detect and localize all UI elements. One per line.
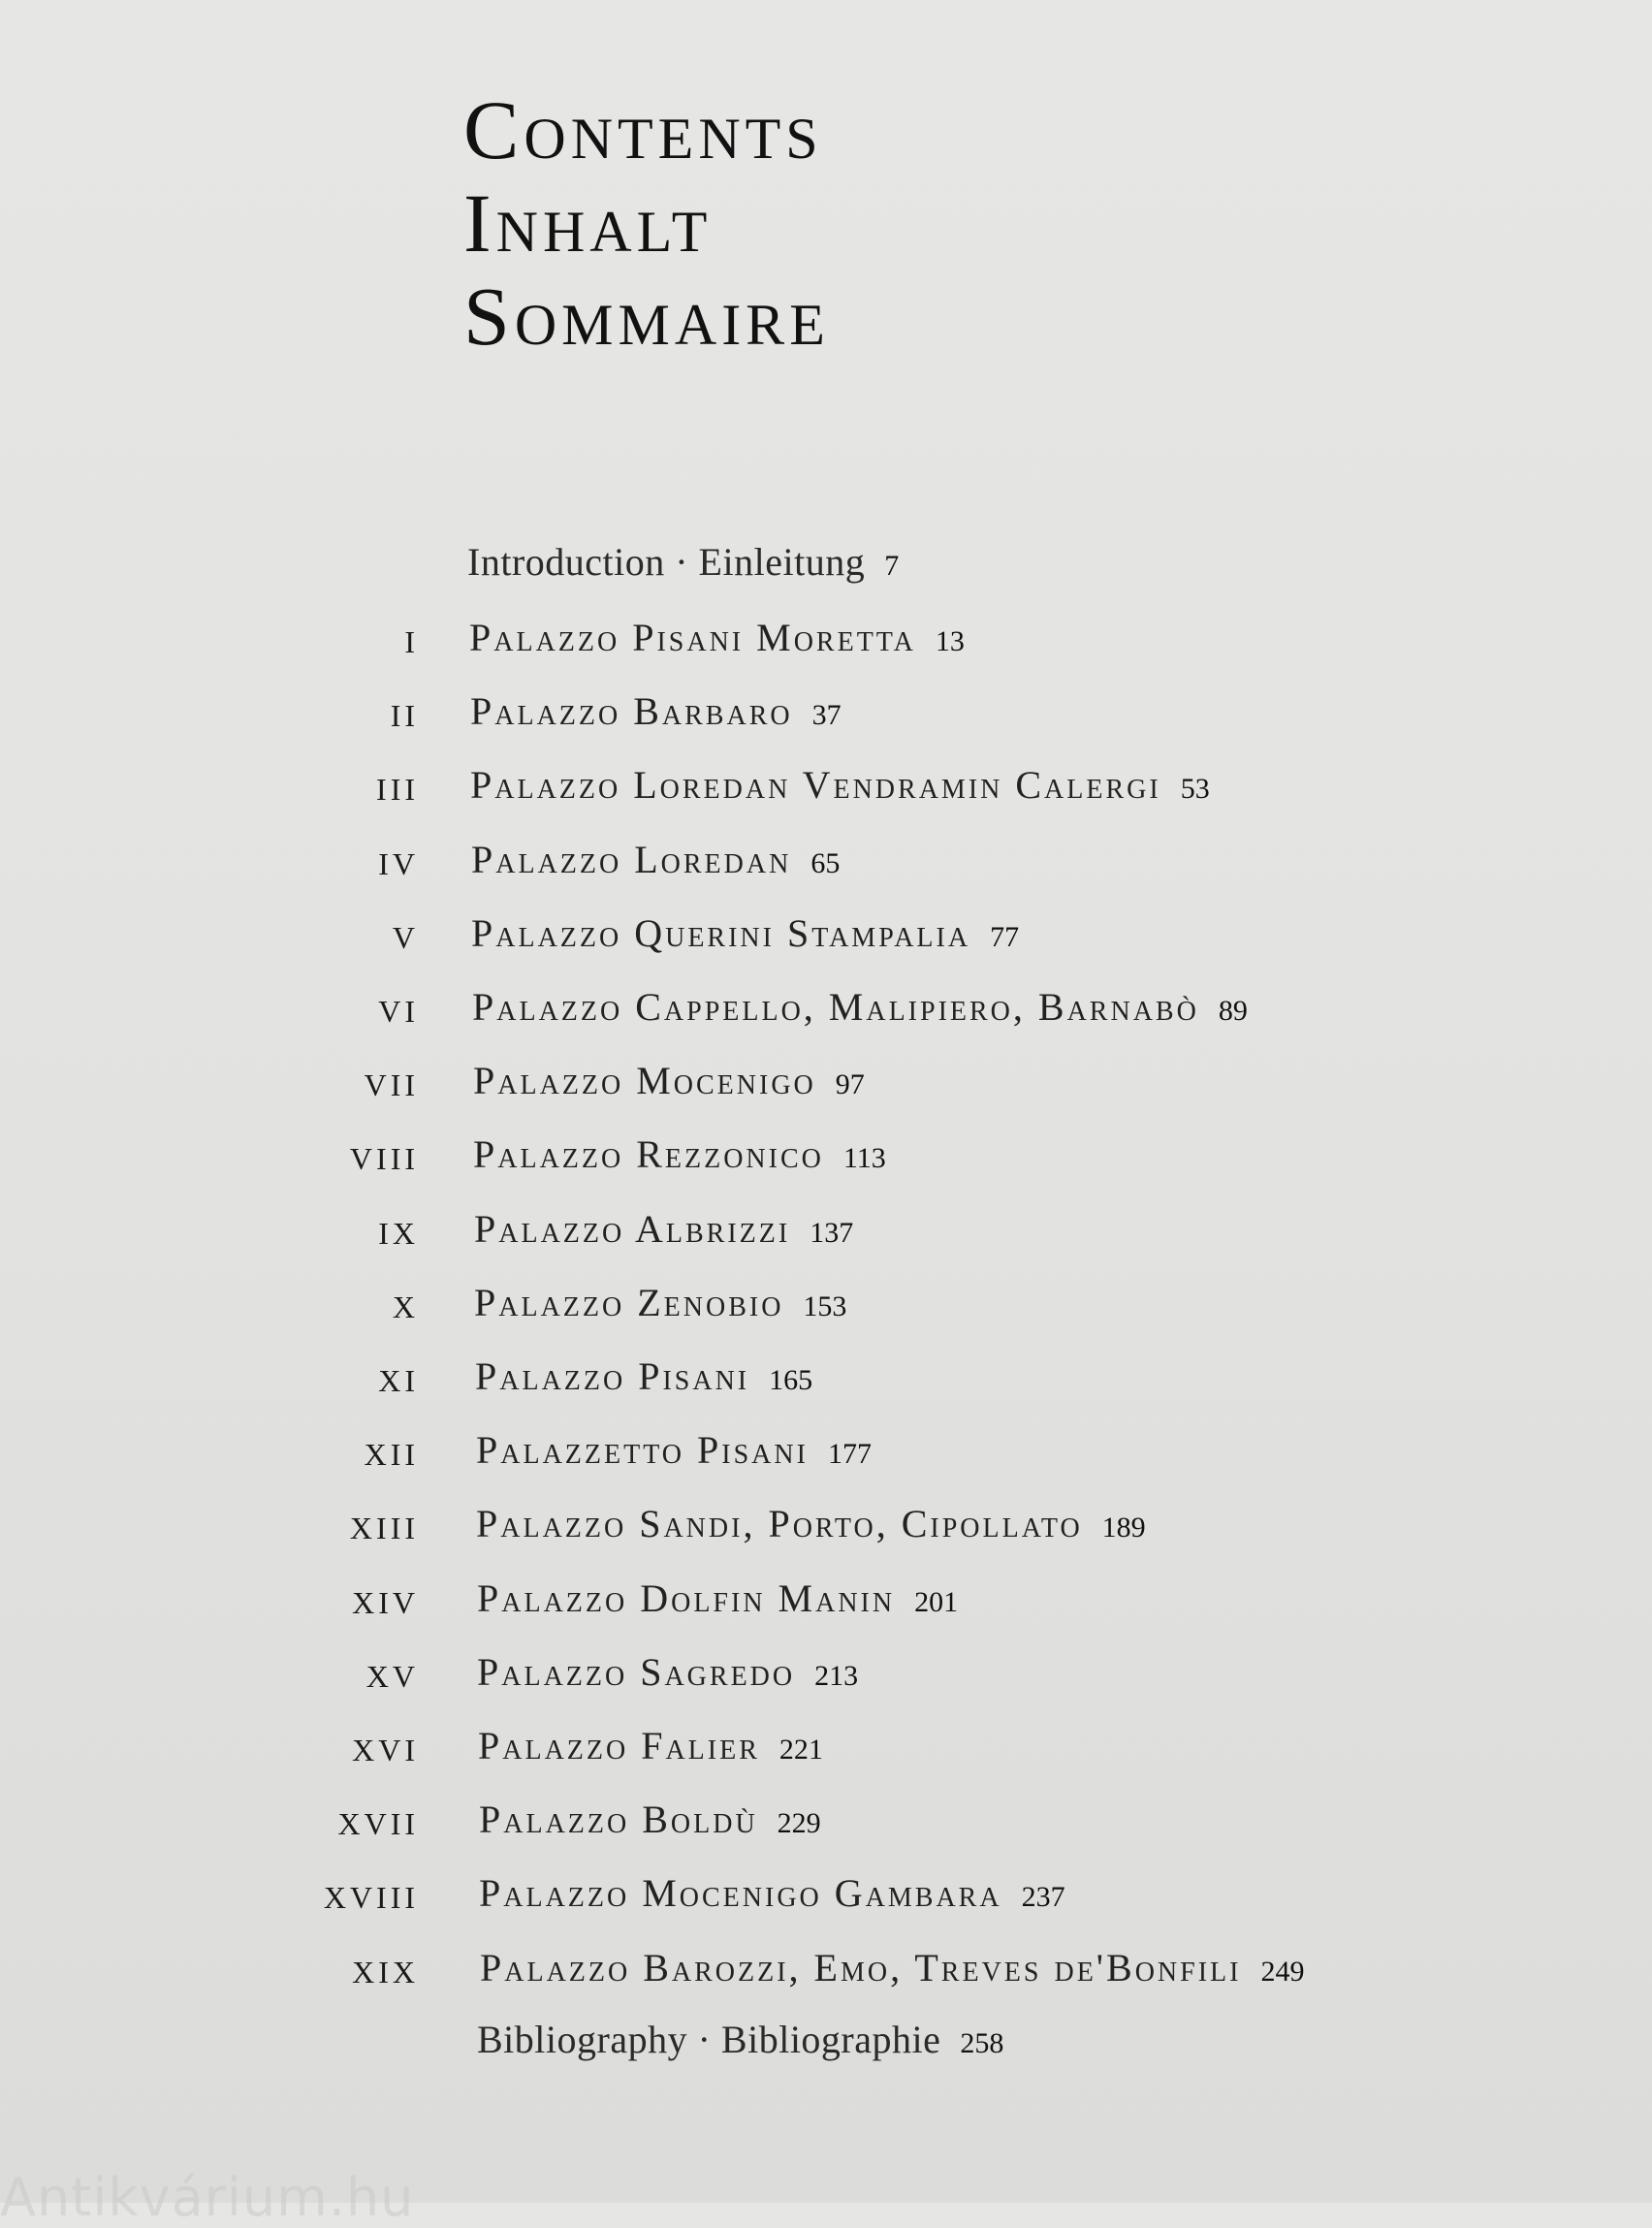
chapter-title: Palazzo Pisani Moretta (469, 616, 916, 659)
chapter-entry (470, 762, 1210, 808)
chapter-title: Palazzo Falier (478, 1724, 760, 1767)
chapter-numeral: IV (378, 846, 419, 881)
chapter-title: Palazzo Zenobio (474, 1281, 784, 1324)
chapter-title: Palazzo Barozzi, Emo, Treves de'Bonfili (480, 1946, 1242, 1989)
toc-chapter-row[interactable] (0, 1353, 1652, 1412)
chapter-page-number: 237 (1021, 1881, 1065, 1913)
chapter-page-number: 65 (810, 847, 841, 879)
chapter-page-number: 137 (810, 1217, 854, 1249)
toc-chapter-row[interactable] (0, 1723, 1652, 1781)
chapter-entry (476, 1501, 1146, 1546)
chapter-numeral: XII (364, 1437, 419, 1472)
chapter-title: Palazzo Loredan (471, 838, 792, 881)
chapter-entry (476, 1427, 872, 1473)
chapter-entry (479, 1797, 821, 1842)
toc-intro-label: Introduction · Einleitung (467, 540, 866, 584)
toc-chapter-row[interactable] (0, 910, 1652, 969)
chapter-entry (469, 615, 965, 660)
chapter-page-number: 53 (1180, 773, 1210, 805)
chapter-page-number: 113 (842, 1142, 886, 1174)
chapter-numeral: XI (378, 1363, 419, 1398)
chapter-title: Palazzo Dolfin Manin (477, 1576, 896, 1620)
chapter-numeral: V (392, 920, 419, 955)
chapter-title: Palazzo Querini Stampalia (471, 911, 971, 955)
chapter-numeral: X (392, 1289, 419, 1324)
toc-chapter-row[interactable] (0, 688, 1652, 747)
chapter-numeral: XVI (352, 1733, 419, 1767)
toc-chapter-row[interactable] (0, 762, 1652, 820)
toc-chapter-row[interactable] (0, 1131, 1652, 1190)
chapter-page-number: 13 (935, 625, 965, 657)
chapter-entry (474, 1206, 853, 1252)
chapter-entry (479, 1870, 1065, 1916)
chapter-numeral: XIII (349, 1511, 419, 1545)
chapter-entry (475, 1353, 812, 1399)
chapter-entry (471, 837, 840, 882)
chapter-title: Palazzo Loredan Vendramin Calergi (470, 763, 1161, 807)
chapter-page-number: 153 (803, 1290, 847, 1322)
chapter-entry (477, 1649, 858, 1695)
chapter-title: Palazzo Cappello, Malipiero, Barnabò (472, 985, 1199, 1029)
chapter-entry (477, 1576, 958, 1621)
chapter-title: Palazzo Sandi, Porto, Cipollato (476, 1502, 1083, 1545)
toc-chapter-row[interactable] (0, 1501, 1652, 1559)
toc-bibliography-entry (477, 2017, 1003, 2062)
chapter-page-number: 189 (1101, 1512, 1146, 1544)
toc-intro-page: 7 (884, 550, 900, 582)
toc-chapter-row[interactable] (0, 1797, 1652, 1855)
title-block (463, 83, 830, 363)
chapter-title: Palazzo Mocenigo Gambara (479, 1871, 1002, 1915)
toc-bibliography-row[interactable] (0, 2017, 1652, 2075)
chapter-numeral: IX (378, 1216, 419, 1251)
chapter-numeral: XVII (337, 1806, 419, 1841)
toc-chapter-row[interactable] (0, 1576, 1652, 1634)
toc-chapter-row[interactable] (0, 1058, 1652, 1116)
chapter-title: Palazzo Albrizzi (474, 1207, 791, 1251)
chapter-title: Palazzo Rezzonico (473, 1132, 824, 1176)
chapter-numeral: III (376, 772, 419, 807)
chapter-numeral: VI (378, 994, 419, 1029)
title-french: Sommaire (463, 270, 830, 363)
toc-bibliography-page: 258 (960, 2027, 1004, 2059)
chapter-page-number: 221 (778, 1734, 823, 1766)
chapter-numeral: XIX (352, 1955, 419, 1989)
chapter-page-number: 249 (1260, 1956, 1305, 1988)
toc-intro-row[interactable] (0, 539, 1652, 597)
chapter-numeral: XV (365, 1659, 419, 1694)
chapter-entry (480, 1945, 1304, 1990)
toc-chapter-row[interactable] (0, 1649, 1652, 1707)
chapter-entry (472, 984, 1248, 1030)
toc-chapter-row[interactable] (0, 984, 1652, 1042)
chapter-numeral: VIII (349, 1141, 419, 1176)
chapter-page-number: 229 (777, 1807, 821, 1839)
chapter-entry (474, 1280, 846, 1325)
chapter-entry (473, 1131, 886, 1177)
chapter-page-number: 89 (1218, 995, 1248, 1027)
chapter-title: Palazzetto Pisani (476, 1428, 809, 1472)
toc-chapter-row[interactable] (0, 1206, 1652, 1264)
toc-bibliography-label: Bibliography · Bibliographie (477, 2018, 941, 2061)
watermark: Antikvárium.hu (0, 2167, 415, 2228)
toc-chapter-row[interactable] (0, 1945, 1652, 2003)
chapter-page-number: 37 (811, 699, 842, 731)
toc-chapter-row[interactable] (0, 1427, 1652, 1485)
chapter-entry (470, 688, 842, 734)
toc-intro-entry (467, 539, 899, 585)
chapter-numeral: VII (364, 1067, 419, 1102)
chapter-title: Palazzo Boldù (479, 1798, 758, 1841)
chapter-numeral: XIV (352, 1585, 419, 1620)
chapter-page-number: 97 (835, 1068, 865, 1100)
chapter-numeral: I (404, 624, 419, 659)
chapter-entry (471, 910, 1019, 956)
title-english: Contents (463, 83, 823, 176)
chapter-entry (473, 1058, 865, 1103)
toc-chapter-row[interactable] (0, 615, 1652, 673)
chapter-title: Palazzo Barbaro (470, 689, 793, 733)
title-german: Inhalt (463, 176, 713, 270)
chapter-page-number: 213 (814, 1660, 859, 1692)
chapter-page-number: 165 (769, 1364, 813, 1396)
chapter-page-number: 77 (990, 921, 1020, 953)
chapter-page-number: 201 (914, 1586, 959, 1618)
chapter-title: Palazzo Sagredo (477, 1650, 796, 1694)
toc-chapter-row[interactable] (0, 1870, 1652, 1928)
chapter-numeral: II (390, 698, 419, 733)
toc-chapter-row[interactable] (0, 837, 1652, 895)
chapter-numeral: XVIII (323, 1880, 419, 1915)
chapter-entry (478, 1723, 823, 1768)
chapter-page-number: 177 (827, 1438, 872, 1470)
chapter-title: Palazzo Mocenigo (473, 1059, 816, 1102)
chapter-title: Palazzo Pisani (475, 1354, 750, 1398)
toc-chapter-row[interactable] (0, 1280, 1652, 1338)
